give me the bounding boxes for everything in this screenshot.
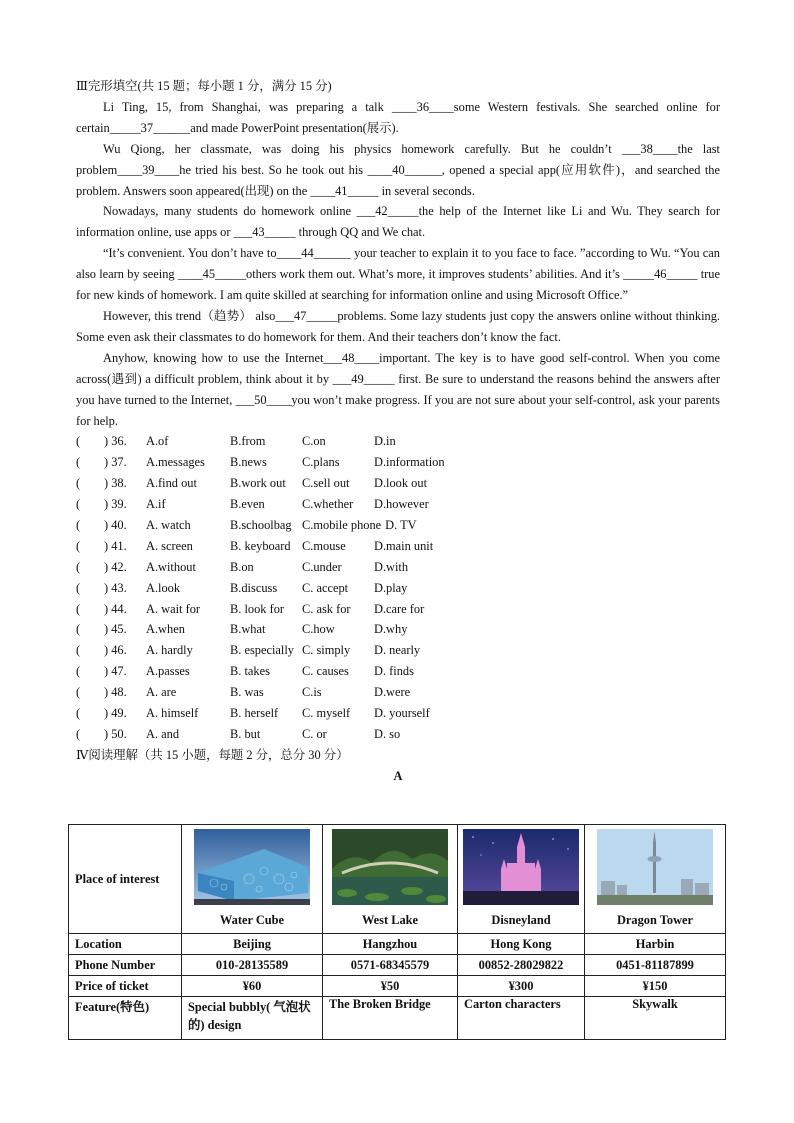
option-c: C. accept xyxy=(302,580,349,595)
option-d: D.were xyxy=(374,685,411,700)
place-label: Place of interest xyxy=(69,825,182,934)
dragon-tower-photo xyxy=(597,829,713,905)
question-row xyxy=(76,452,720,473)
disneyland-name: Disneyland xyxy=(491,913,551,927)
option-a: A.find out xyxy=(146,476,197,491)
question-number: ) 37. xyxy=(104,455,127,470)
question-number: ) 48. xyxy=(104,685,127,700)
price-disneyland: ¥300 xyxy=(458,976,585,997)
question-row xyxy=(76,515,720,536)
feature-disneyland: Carton characters xyxy=(458,997,585,1040)
option-d: D.however xyxy=(374,497,429,512)
answer-blank[interactable]: ( xyxy=(76,517,81,532)
answer-blank[interactable]: ( xyxy=(76,664,81,679)
price-west-lake: ¥50 xyxy=(323,976,458,997)
option-d: D. nearly xyxy=(374,643,421,658)
water-cube-cell xyxy=(182,825,323,934)
location-label: Location xyxy=(69,934,182,955)
option-b: B. look for xyxy=(230,601,285,616)
question-options-list xyxy=(76,431,720,744)
option-a: A.when xyxy=(146,622,185,637)
answer-blank[interactable]: ( xyxy=(76,580,81,595)
feature-dragon-tower: Skywalk xyxy=(585,997,726,1040)
option-c: C. causes xyxy=(302,664,349,679)
question-row xyxy=(76,473,720,494)
option-b: B.news xyxy=(230,455,267,470)
option-a: A.passes xyxy=(146,664,190,679)
feature-label: Feature(特色) xyxy=(69,997,182,1040)
phone-label: Phone Number xyxy=(69,955,182,976)
question-row xyxy=(76,578,720,599)
question-number: ) 45. xyxy=(104,622,127,637)
question-row xyxy=(76,724,720,745)
question-row xyxy=(76,431,720,452)
disneyland-photo xyxy=(463,829,579,905)
answer-blank[interactable]: ( xyxy=(76,476,81,491)
question-number: ) 39. xyxy=(104,497,127,512)
option-b: B.work out xyxy=(230,476,286,491)
option-c: C. simply xyxy=(302,643,351,658)
dragon-tower-name: Dragon Tower xyxy=(616,913,694,927)
answer-blank[interactable]: ( xyxy=(76,685,81,700)
phone-dragon-tower: 0451-81187899 xyxy=(585,955,726,976)
option-d: D.look out xyxy=(374,476,428,491)
option-b: B.even xyxy=(230,497,265,512)
question-number: ) 36. xyxy=(104,434,127,449)
option-a: A.if xyxy=(146,497,166,512)
option-c: C.how xyxy=(302,622,335,637)
option-a: A. wait for xyxy=(146,601,201,616)
question-number: ) 41. xyxy=(104,538,127,553)
option-c: C.sell out xyxy=(302,476,350,491)
option-b: B.from xyxy=(230,434,266,449)
question-number: ) 46. xyxy=(104,643,127,658)
answer-blank[interactable]: ( xyxy=(76,497,81,512)
option-c: C. or xyxy=(302,726,327,741)
option-c: C.plans xyxy=(302,455,340,470)
water-cube-photo xyxy=(194,829,310,905)
option-c: C.on xyxy=(302,434,326,449)
question-row xyxy=(76,703,720,724)
option-d: D. yourself xyxy=(374,705,430,720)
section-3-title: Ⅲ完形填空(共 15 题；每小题 1 分，满分 15 分) xyxy=(76,79,332,93)
question-row xyxy=(76,661,720,682)
option-b: B. but xyxy=(230,726,261,741)
cloze-paragraph-2: Wu Qiong, her classmate, was doing his physics homework carefully. But he couldn’t ___38____the last problem____39____he tried his best. So he took out his ____40______, opened a special app(应用软件)，and searched the problem. Answers soon appeared(出现) on the ____41_____ in several seconds. xyxy=(76,141,720,198)
location-disneyland: Hong Kong xyxy=(458,934,585,955)
option-a: A. screen xyxy=(146,538,193,553)
cloze-paragraph-5: However, this trend（趋势） also___47_____problems. Some lazy students just copy the answers online without thinking. Some even ask their classmates to do homework for them. And their teachers don’t know the fact. xyxy=(76,308,733,344)
answer-blank[interactable]: ( xyxy=(76,434,81,449)
question-number: ) 42. xyxy=(104,559,127,574)
option-c: C. ask for xyxy=(302,601,351,616)
option-d: D.with xyxy=(374,559,409,574)
option-b: B. was xyxy=(230,685,264,700)
question-number: ) 40. xyxy=(104,517,127,532)
option-c: C.mobile phone xyxy=(302,517,382,532)
west-lake-name: West Lake xyxy=(361,913,419,927)
answer-blank[interactable]: ( xyxy=(76,726,81,741)
question-row xyxy=(76,682,720,703)
option-b: B.what xyxy=(230,622,266,637)
option-c: C.under xyxy=(302,559,342,574)
option-c: C.whether xyxy=(302,497,354,512)
question-row xyxy=(76,494,720,515)
feature-west-lake: The Broken Bridge xyxy=(323,997,458,1040)
option-c: C. myself xyxy=(302,705,351,720)
cloze-paragraph-1: Li Ting, 15, from Shanghai, was preparing a talk ____36____some Western festivals. She searched online for certain_____37______and made PowerPoint presentation(展示). xyxy=(76,99,720,135)
option-d: D.care for xyxy=(374,601,425,616)
phone-disneyland: 00852-28029822 xyxy=(458,955,585,976)
option-d: D.play xyxy=(374,580,408,595)
location-west-lake: Hangzhou xyxy=(323,934,458,955)
option-b: B.discuss xyxy=(230,580,278,595)
part-a-label: A xyxy=(393,768,403,783)
price-label: Price of ticket xyxy=(69,976,182,997)
option-a: A.look xyxy=(146,580,181,595)
phone-west-lake: 0571-68345579 xyxy=(323,955,458,976)
question-row xyxy=(76,619,720,640)
exam-page xyxy=(76,76,733,786)
question-number: ) 47. xyxy=(104,664,127,679)
option-d: D. TV xyxy=(385,517,417,532)
answer-blank[interactable]: ( xyxy=(76,538,81,553)
option-d: D. finds xyxy=(374,664,414,679)
feature-water-cube: Special bubbly( 气泡状的) design xyxy=(182,997,323,1040)
answer-blank[interactable]: ( xyxy=(76,622,81,637)
option-c: C.mouse xyxy=(302,538,346,553)
option-a: A. hardly xyxy=(146,643,193,658)
question-number: ) 50. xyxy=(104,726,127,741)
option-b: B. takes xyxy=(230,664,270,679)
question-number: ) 43. xyxy=(104,580,127,595)
phone-water-cube: 010-28135589 xyxy=(182,955,323,976)
west-lake-cell xyxy=(323,825,458,934)
answer-blank[interactable]: ( xyxy=(76,601,81,616)
question-row xyxy=(76,536,720,557)
price-dragon-tower: ¥150 xyxy=(585,976,726,997)
option-a: A. and xyxy=(146,726,180,741)
option-b: B.schoolbag xyxy=(230,517,292,532)
water-cube-name: Water Cube xyxy=(219,913,285,927)
question-number: ) 44. xyxy=(104,601,127,616)
question-row xyxy=(76,640,720,661)
answer-blank[interactable]: ( xyxy=(76,705,81,720)
cloze-paragraph-3: Nowadays, many students do homework online ___42_____the help of the Internet like Li and Wu. They search for information online, use apps or ___43_____ through QQ and We chat. xyxy=(76,204,720,240)
option-a: A.without xyxy=(146,559,196,574)
question-row xyxy=(76,557,720,578)
option-c: C.is xyxy=(302,685,322,700)
option-a: A.of xyxy=(146,434,169,449)
answer-blank[interactable]: ( xyxy=(76,559,81,574)
question-number: ) 38. xyxy=(104,476,127,491)
option-d: D.information xyxy=(374,455,445,470)
cloze-paragraph-4: “It’s convenient. You don’t have to____44______ your teacher to explain it to you face to face. ”according to Wu. “You can also learn by seeing ____45_____others work them out. What’s more, it improves students’ abilities. And it’s _____46_____ true for new kinds of homework. I am quite skilled at searching for information online and using Microsoft Office.” xyxy=(76,246,720,303)
option-a: A. watch xyxy=(146,517,191,532)
dragon-tower-cell xyxy=(585,825,726,934)
option-d: D.main unit xyxy=(374,538,434,553)
option-b: B.on xyxy=(230,559,254,574)
option-b: B. herself xyxy=(230,705,279,720)
location-dragon-tower: Harbin xyxy=(585,934,726,955)
option-b: B. keyboard xyxy=(230,538,291,553)
option-a: A. are xyxy=(146,685,177,700)
disneyland-cell xyxy=(458,825,585,934)
location-water-cube: Beijing xyxy=(182,934,323,955)
option-a: A. himself xyxy=(146,705,199,720)
option-d: D.why xyxy=(374,622,408,637)
west-lake-photo xyxy=(332,829,448,905)
places-table xyxy=(68,824,726,1040)
option-d: D. so xyxy=(374,726,401,741)
option-d: D.in xyxy=(374,434,396,449)
question-row xyxy=(76,599,720,620)
price-water-cube: ¥60 xyxy=(182,976,323,997)
option-b: B. especially xyxy=(230,643,294,658)
section-4-title: Ⅳ阅读理解（共 15 小题，每题 2 分，总分 30 分） xyxy=(76,747,349,762)
answer-blank[interactable]: ( xyxy=(76,455,81,470)
answer-blank[interactable]: ( xyxy=(76,643,81,658)
cloze-paragraph-6: Anyhow, knowing how to use the Internet___48____important. The key is to have good self-control. When you come across(遇到) a difficult problem, think about it by ___49_____ first. Be sure to understand the reasons behind the answers after you have turned to the Internet, ___50____you won’t make progress. If you are not sure about your self-control, ask your parents for help. xyxy=(76,350,720,428)
question-number: ) 49. xyxy=(104,705,127,720)
option-a: A.messages xyxy=(146,455,205,470)
